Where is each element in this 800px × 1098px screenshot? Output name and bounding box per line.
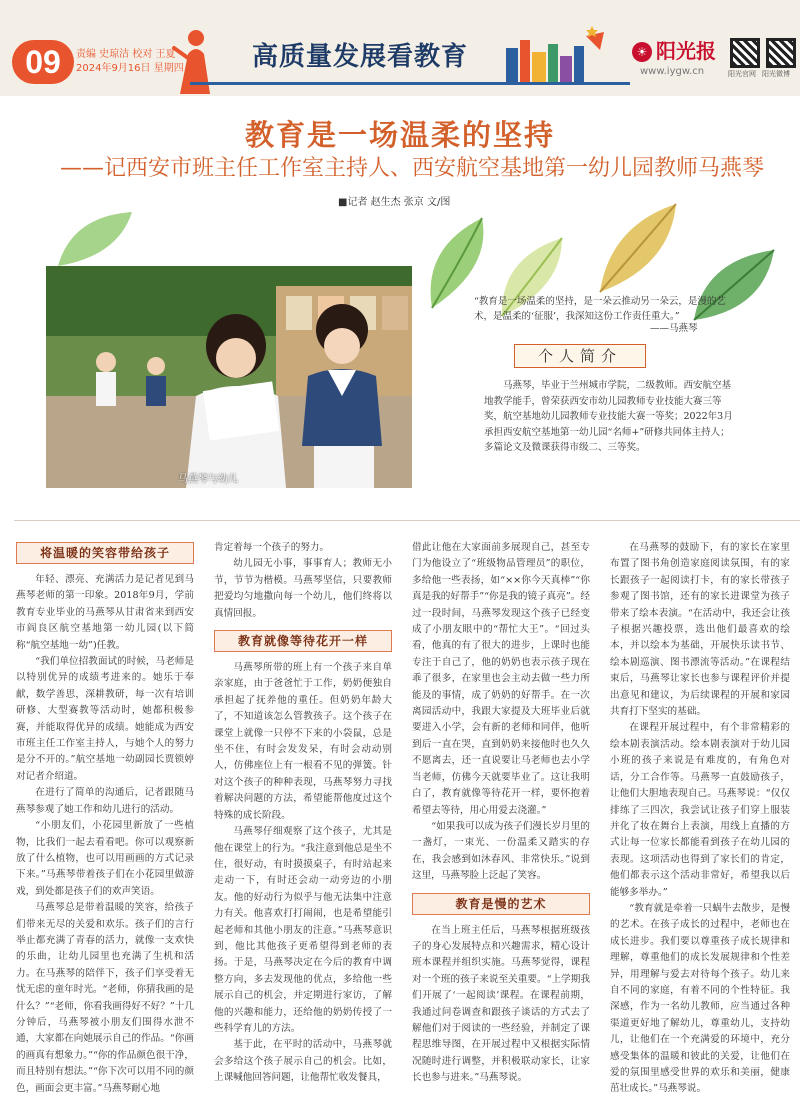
qr-caption: 阳光官网 [728,70,756,78]
paragraph: 马燕琴总是带着温暖的笑容，给孩子们带来无尽的关爱和欢乐。孩子们的言行举止都充满了青春的活力，就像一支欢快的乐曲，让幼儿园里也充满了生机和活力。在马燕琴的陪伴下，孩子们享受着无忧无虑的童年时光。“老师，你猜我画的是什么？”“老师，你看我画得好不好？”十几分钟后，马燕琴被小朋友们围得水泄不通，大家都在向她展示自己的作品。“你画的画真有想象力。”“你的作品颜色很干净，而且特别有想法。”“你下次可以用不同的颜色，画面会更丰富。”马燕琴耐心地 [16,902,194,1094]
paragraph: 基于此，在平时的活动中，马燕琴就会多给这个孩子展示自己的机会。比如，上课喊他回答问题，让他帮忙收发餐具， [214,1039,392,1084]
profile-text: 马燕琴，毕业于兰州城市学院，二级教师。西安航空基地教学能手，曾荣获西安市幼儿园教师专业技能大赛三等奖，航空基地幼儿园教师专业技能大赛一等奖；2022年3月承担西安航空基地第一幼儿园“名师+”研修共同体主持人；多篇论文及微课获得市级二、三等奖。 [484,380,733,453]
quote-attribution: ——马燕琴 [650,323,698,334]
paragraph: 马燕琴仔细观察了这个孩子，尤其是他在课堂上的行为。“我注意到他总是坐不住，很好动，有时摸摸桌子，有时站起来走动一下，有时还会动一动旁边的小朋友。他的好动行为似乎与他无法集中注意力有关。他喜欢打打闹闹，也是希望能引起老师和其他小朋友的注意。”马燕琴意识到，他比其他孩子更希望得到老师的表扬。于是，马燕琴决定在今后的教育中调整方向，多去发现他的优点，多给他一些展示自己的机会，并定期进行家访，了解他的兴趣和能力，还给他的奶奶传授了一些科学育儿的方法。 [214,826,392,1034]
leaf-decoration-icon [580,196,690,296]
paragraph: 在马燕琴的鼓励下，有的家长在家里布置了图书角创造家庭阅读氛围，有的家长跟孩子一起阅读打卡，有的家长带孩子参观了图书馆，还有的家长进课堂为孩子带来了绘本表演。“在活动中，我还会让孩子根据兴趣投票，选出他们最喜欢的绘本，并以绘本为基础，开展快乐读书节、绘本剧巡演、图书漂流等活动。”在课程结束后，马燕琴让家长也参与课程评价并提出意见和建议，为后续课程的开展和家园共育打下坚实的基础。 [610,542,790,718]
paragraph: “如果我可以成为孩子们漫长岁月里的一盏灯，一束光、一份温柔又踏实的存在，我会感到如沐春风、非常快乐。”说到这里，马燕琴脸上泛起了笑容。 [412,820,590,882]
photo-caption: 马燕琴与幼儿 [178,474,238,485]
section-heading: 将温暖的笑容带给孩子 [16,542,194,564]
paragraph: “我们单位招教面试的时候，马老师是以特别优异的成绩考进来的。她乐于奉献，数学善思，深耕教研，每一次有培训研修、大型赛教等活动时，她都积极参赛，并能取得优异的成绩。她能成为西安市班主任工作室主持人，与她个人的努力是分不开的。”航空基地一幼副园长贾锁婷对记者介绍道。 [16,656,194,782]
paragraph: 在当上班主任后，马燕琴根据班级孩子的身心发展特点和兴趣需求，精心设计班本课程并组织实施。马燕琴觉得，课程对一个班的孩子来说至关重要。“上学期我们开展了‘一起阅读’课程。在课程前期，我通过问卷调查和跟孩子谈话的方式去了解他们对于阅读的一些经验，并制定了课程思维导图，在开展过程中又根据实际情况随时进行调整，并积极联动家长，让家长也参与进来。”马燕琴说。 [412,924,590,1084]
paragraph: “教育就是牵着一只蜗牛去散步，是慢的艺术。在孩子成长的过程中，老师也在成长进步。我们要以尊重孩子成长规律和理解，尊重他们的成长发展规律和个性差异，用理解与爱去对待每个孩子。幼儿来自不同的家庭，有着不同的个性特征。我深感，作为一名幼儿教师，应当通过各种渠道更好地了解幼儿，尊重幼儿，支持幼儿，让他们在一个充满爱的环境中，充分感受集体的温暖和彼此的关爱，让他们在爱的氛围里感受世界的欢乐和美丽，健康茁壮成长。”马燕琴说。 [610,902,790,1095]
logo-text: 阳光报 [656,39,716,63]
leaf-decoration-icon [52,206,142,272]
qr-code-icon[interactable] [766,38,796,68]
newspaper-logo [632,38,716,64]
article-column-4 [610,540,790,1098]
paragraph: 在课程开展过程中，有个非常精彩的绘本剧表演活动。绘本剧表演对于幼儿园小班的孩子来说是有难度的，有角色对话，分工合作等。马燕琴一直鼓励孩子，让他们大胆地表现自己。马燕琴说：“仅仅排练了三四次，我尝试让孩子们穿上服装并化了妆在舞台上表演，用线上直播的方式让每一位家长都能看到孩子在幼儿园的表现。这项活动也得到了家长们的肯定，他们都表示这个活动非常好，希望我以后能够多举办。” [610,722,790,898]
article-column-1 [16,540,194,1097]
paragraph: 肯定着每一个孩子的努力。 [214,542,330,553]
qr-caption: 阳光微博 [762,70,790,78]
page-header [0,0,800,96]
date-line: 2024年9月16日 星期四 [76,63,184,74]
section-heading: 教育是慢的艺术 [412,893,590,915]
editor-line: 责编 史琼洁 校对 王夏 [76,49,176,60]
article-column-2 [214,540,392,1087]
paragraph: 借此让他在大家面前多展现自己，甚至专门为他设立了“班级物品管理员”的职位，多给他一些表扬，如“××你今天真棒”“你真是我的好帮手”“你是我的镜子真亮”。经过一段时间，马燕琴发现这个孩子已经变成了小朋友眼中的“帮忙大王”。“回过头看，他真的有了很大的进步，上课时也能专注于自己了，他的奶奶也表示孩子现在乖了很多，在家里也会主动去做一些力所能及的事情，成了奶奶的好帮手。在一次离园活动中，我跟大家提及大班毕业后就要进入小学，会有新的老师和同伴，他听到后一直在哭，直到奶奶来接他时也久久不愿离去，还一直说要让马老师也去小学当老师，仿佛今天就要毕业了。这让我明白了，教育就像等待花开一样，要怀抱着希望去等待，用心用爱去浇灌。” [412,542,590,816]
paragraph: “小朋友们，小花园里新放了一些植物，比我们一起去看看吧。你可以观察新放了什么植物，也可以用画画的方式记录下来。”马燕琴带着孩子们在小花园里做游戏，到处都是孩子们的欢声笑语。 [16,820,194,897]
paragraph: 马燕琴所带的班上有一个孩子来自单亲家庭，由于爸爸忙于工作，奶奶便独自承担起了抚养他的重任。但奶奶年龄大了，不知道该怎么管教孩子。这个孩子在课堂上就像一只停不下来的小袋鼠，总是坐不住，有时会发发呆，有时会动动别人，仿佛座位上有一根看不见的弹簧。针对这个孩子的种种表现，马燕琴努力寻找着解决问题的方法，希望能帮他度过这个特殊的成长阶段。 [214,662,392,821]
section-banner-title: 高质量发展看教育 [252,42,469,72]
divider [14,520,800,521]
article-photo [46,266,412,488]
article-headline: 教育是一场温柔的坚持 [244,118,555,152]
books-icon [500,26,610,82]
section-heading: 教育就像等待花开一样 [214,630,392,652]
qr-code-icon[interactable] [730,38,760,68]
article-subheadline: ——记西安市班主任工作室主持人、西安航空基地第一幼儿园教师马燕琴 [59,156,764,181]
paragraph: 年轻、漂亮、充满活力是记者见到马燕琴老师的第一印象。2018年9月，学前教育专业毕业的马燕琴从甘肃省来到西安市阎良区航空基地第一幼儿园(以下简称“航空基地一幼”)任教。 [16,574,194,651]
paragraph: 幼儿园无小事，事事育人；教师无小节，节节为楷模。马燕琴坚信，只要教师把爱均匀地撒向每一个幼儿，他们终将以真情回报。 [214,558,392,619]
page-number: 09 [12,40,74,84]
sun-logo-icon: ☀ [632,42,652,62]
paragraph: 在进行了简单的沟通后，记者跟随马燕琴参观了她工作和幼儿进行的活动。 [16,787,194,815]
header-rule [190,82,630,85]
pull-quote: “教育是一场温柔的坚持，是一朵云推动另一朵云，是漫的艺术，是温柔的‘征服’，我深知这份工作责任重大。” [474,296,726,322]
website-url[interactable]: www.iygw.cn [640,66,705,77]
profile-heading: 个人简介 [514,344,646,368]
article-column-3 [412,540,590,1087]
article-byline: ■记者 赵生杰 张京 文/图 [338,197,451,208]
teacher-and-child-image [46,266,412,488]
